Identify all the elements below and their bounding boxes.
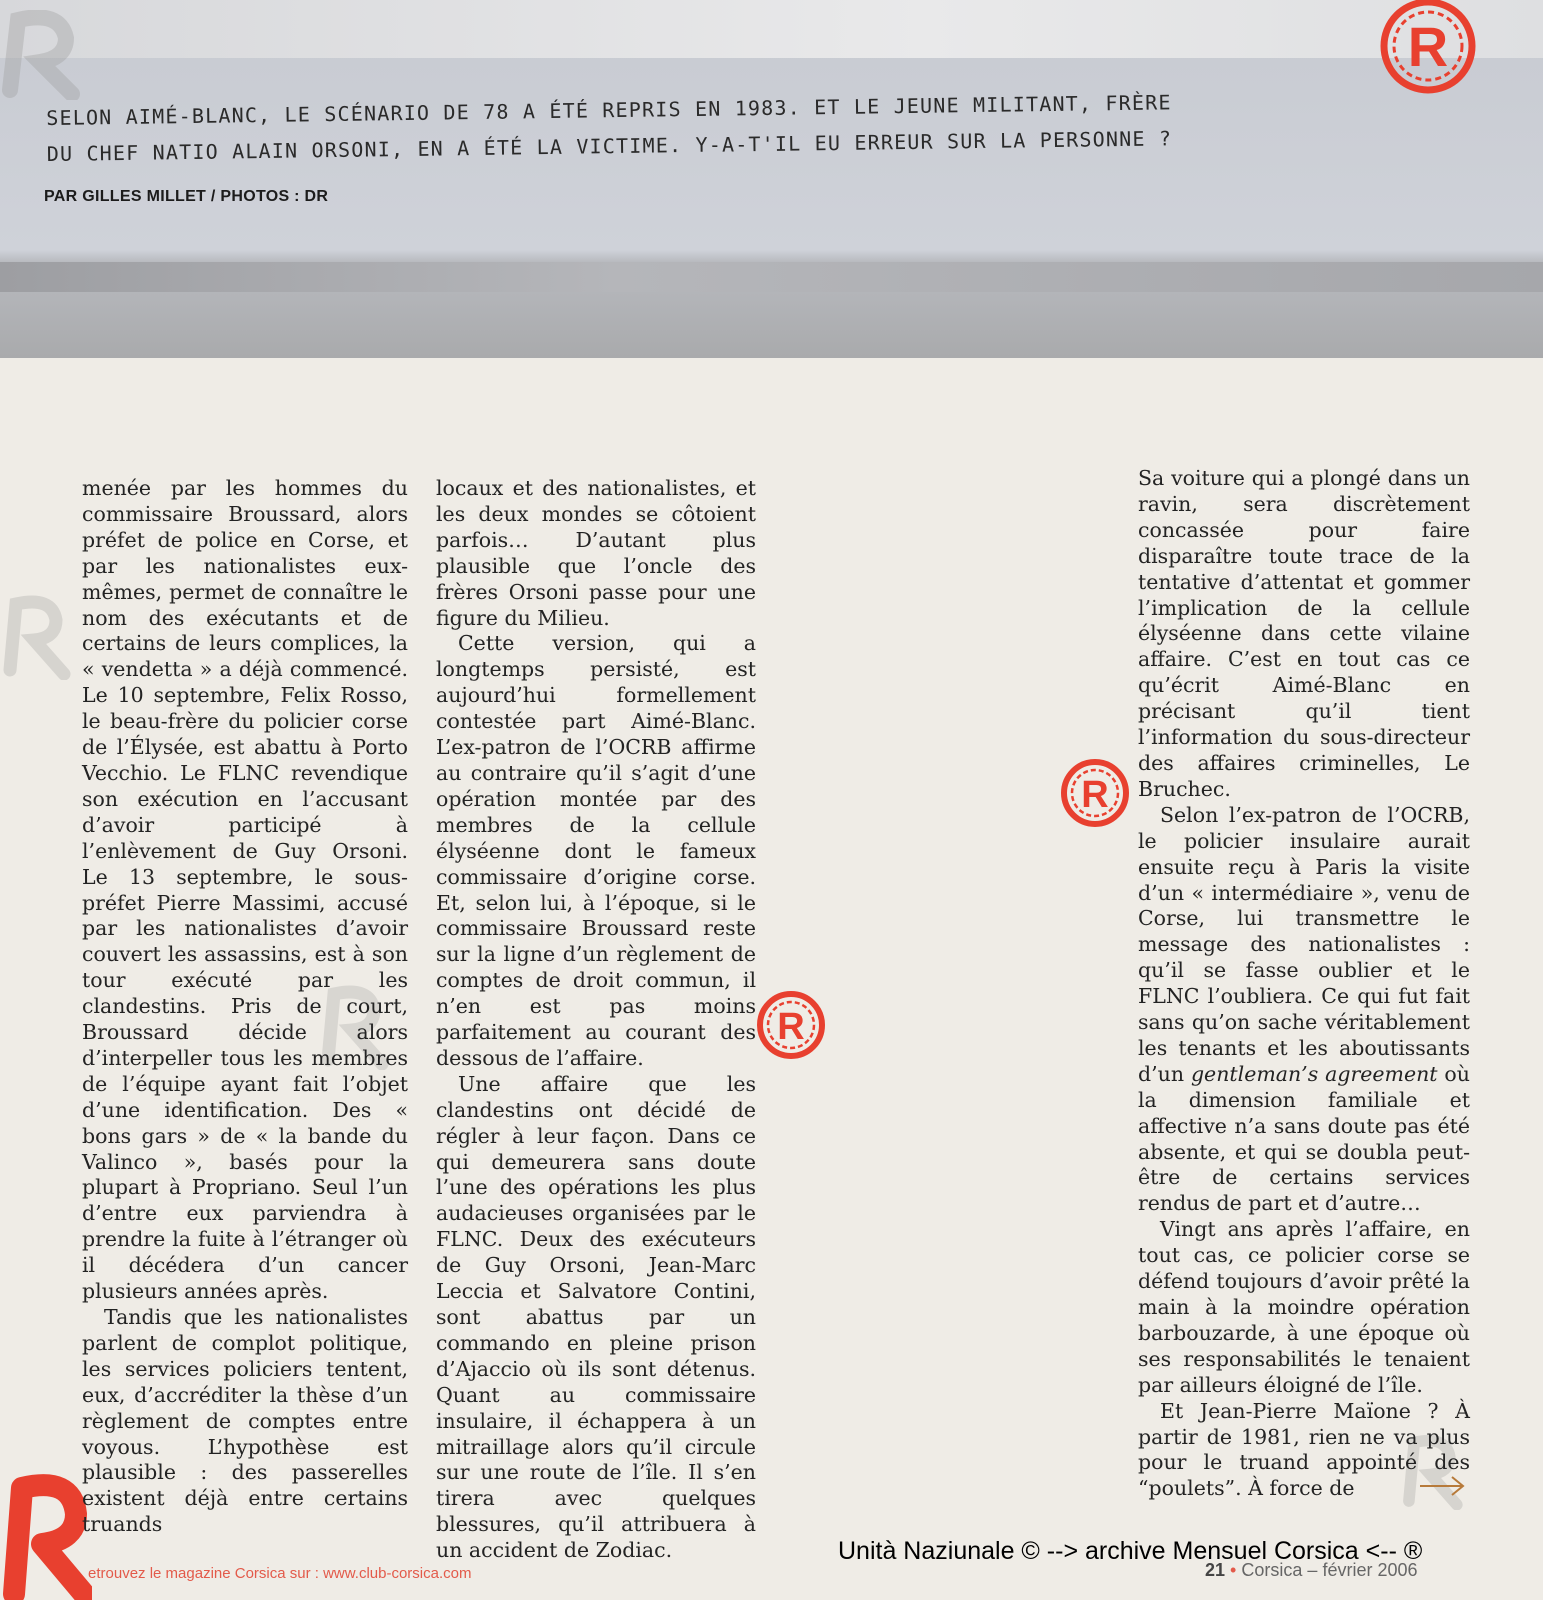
- article-text: où la dimension familiale et affective n’a sans doute pas été absente, et qui se doubla peut-être de certains services rendus de part et d’autre…: [1138, 1061, 1470, 1216]
- archive-watermark: Unità Naziunale © --> archive Mensuel Corsica <-- ®: [838, 1537, 1423, 1565]
- footer-issue: février 2006: [1322, 1560, 1418, 1580]
- continue-arrow-icon: [1418, 1474, 1466, 1498]
- r-stamp-letter: R: [1081, 774, 1109, 816]
- article-paragraph: [1138, 803, 1470, 1218]
- r-stamp-letter: R: [777, 1006, 805, 1048]
- header-band-stripe: [0, 262, 1543, 292]
- lead-line-1: SELON AIMÉ-BLANC, LE SCÉNARIO DE 78 A ÉTÉ REPRIS EN 1983. ET LE JEUNE MILITANT, FRÈRE: [46, 90, 1172, 130]
- article-column-1: [82, 476, 408, 1538]
- header-band-top: [0, 0, 1543, 58]
- r-stamp-column-three: [1058, 756, 1132, 830]
- article-text: Selon l’ex-patron de l’OCRB, le policier insulaire aurait ensuite reçu à Paris la visite d’un « intermédiaire », venu de Corse, lui transmettre le message des nationalistes : qu’il se fasse oublier et le FLNC l’oubliera. Ce qui fut fait sans qu’on sache véritablement les tenants et les aboutissants d’un: [1138, 802, 1470, 1086]
- article-paragraph: Cette version, qui a longtemps persisté, est aujourd’hui formellement contestée part Aimé-Blanc. L’ex-patron de l’OCRB affirme au contraire qu’il s’agit d’une opération montée par des membres de la cellule élyséenne dont le fameux commissaire d’origine corse. Et, selon lui, à l’époque, si le commissaire Broussard reste sur la ligne d’un règlement de comptes de droit commun, il n’en est pas moins parfaitement au courant des dessous de l’affaire.: [436, 631, 756, 1070]
- r-mark-bottom-left: [0, 1468, 92, 1600]
- footer-website-line: etrouvez le magazine Corsica sur : www.club-corsica.com: [88, 1565, 472, 1582]
- r-stamp-letter: R: [1407, 15, 1449, 78]
- header-band: [0, 0, 1543, 358]
- article-italic-phrase: gentleman’s agreement: [1190, 1061, 1438, 1086]
- article-paragraph: Vingt ans après l’affaire, en tout cas, ce policier corse se défend toujours d’avoir prêté la main à la moindre opération barbouzarde, à une époque où ses responsabilités le tenaient par ailleurs éloigné de l’île.: [1138, 1217, 1470, 1397]
- article-paragraph: Une affaire que les clandestins ont décidé de régler à leur façon. Dans ce qui demeurera sans doute l’une des opérations les plus audacieuses organisées par le FLNC. Deux des exécuteurs de Guy Orsoni, Jean-Marc Leccia et Salvatore Contini, sont abattus par un commando en pleine prison d’Ajaccio où ils sont détenus. Quant au commissaire insulaire, il échappera à un mitraillage alors qu’il circule sur une route de l’île. Il s’en tirera avec quelques blessures, qu’il attribuera à un accident de Zodiac.: [436, 1071, 756, 1563]
- ghost-r-mark-left: [0, 590, 90, 680]
- article-column-3: [1138, 466, 1470, 1502]
- article-paragraph: Et Jean-Pierre Maïone ? À partir de 1981, rien ne va plus pour le truand appointé des “poulets”. À force de: [1138, 1398, 1470, 1501]
- lead-line-2: DU CHEF NATIO ALAIN ORSONI, EN A ÉTÉ LA VICTIME. Y-A-T'IL EU ERREUR SUR LA PERSONNE ?: [46, 126, 1173, 166]
- article-column-2: [436, 476, 756, 1564]
- footer-magazine: Corsica: [1241, 1560, 1303, 1580]
- byline: PAR GILLES MILLET / PHOTOS : DR: [44, 188, 329, 205]
- footer-bullet: •: [1230, 1560, 1237, 1580]
- r-stamp-column-two: [754, 988, 828, 1062]
- ghost-r-mark-top-left: [0, 10, 110, 100]
- r-stamp-top-right: [1372, 0, 1484, 102]
- article-paragraph: locaux et des nationalistes, et les deux mondes se côtoient parfois… D’autant plus plausible que l’oncle des frères Orsoni passe pour une figure du Milieu.: [436, 476, 756, 630]
- article-paragraph: Tandis que les nationalistes parlent de complot politique, les services policiers tentent, eux, d’accréditer la thèse d’un règlement de comptes entre voyous. L’hypothèse est plausible : des passerelles existent déjà entre certains truands: [82, 1305, 408, 1537]
- article-paragraph: menée par les hommes du commissaire Broussard, alors préfet de police en Corse, et par les nationalistes eux-mêmes, permet de connaître le nom des exécutants et de certains de leurs complices, la « vendetta » a déjà commencé. Le 10 septembre, Felix Rosso, le beau-frère du policier corse de l’Élysée, est abattu à Porto Vecchio. Le FLNC revendique son exécution en l’accusant d’avoir participé à l’enlèvement de Guy Orsoni. Le 13 septembre, le sous-préfet Pierre Massimi, accusé par les nationalistes d’avoir couvert les assassins, est à son tour exécuté par les clandestins. Pris de court, Broussard décide alors d’interpeller tous les membres de l’équipe ayant fait l’objet d’une identification. Des « bons gars » de « la bande du Valinco », basés pour la plupart à Propriano. Seul l’un d’entre eux parviendra à prendre la fuite à l’étranger où il décédera d’un cancer plusieurs années après.: [82, 476, 408, 1304]
- footer-dash: –: [1307, 1560, 1318, 1580]
- page-number: 21: [1205, 1560, 1226, 1580]
- article-paragraph: Sa voiture qui a plongé dans un ravin, sera discrètement concassée pour faire disparaître toute trace de la tentative d’attentat et gommer l’implication de la cellule élyséenne dans cette vilaine affaire. C’est en tout cas ce qu’écrit Aimé-Blanc en précisant qu’il tient l’information du sous-directeur des affaires criminelles, Le Bruchec.: [1138, 466, 1470, 801]
